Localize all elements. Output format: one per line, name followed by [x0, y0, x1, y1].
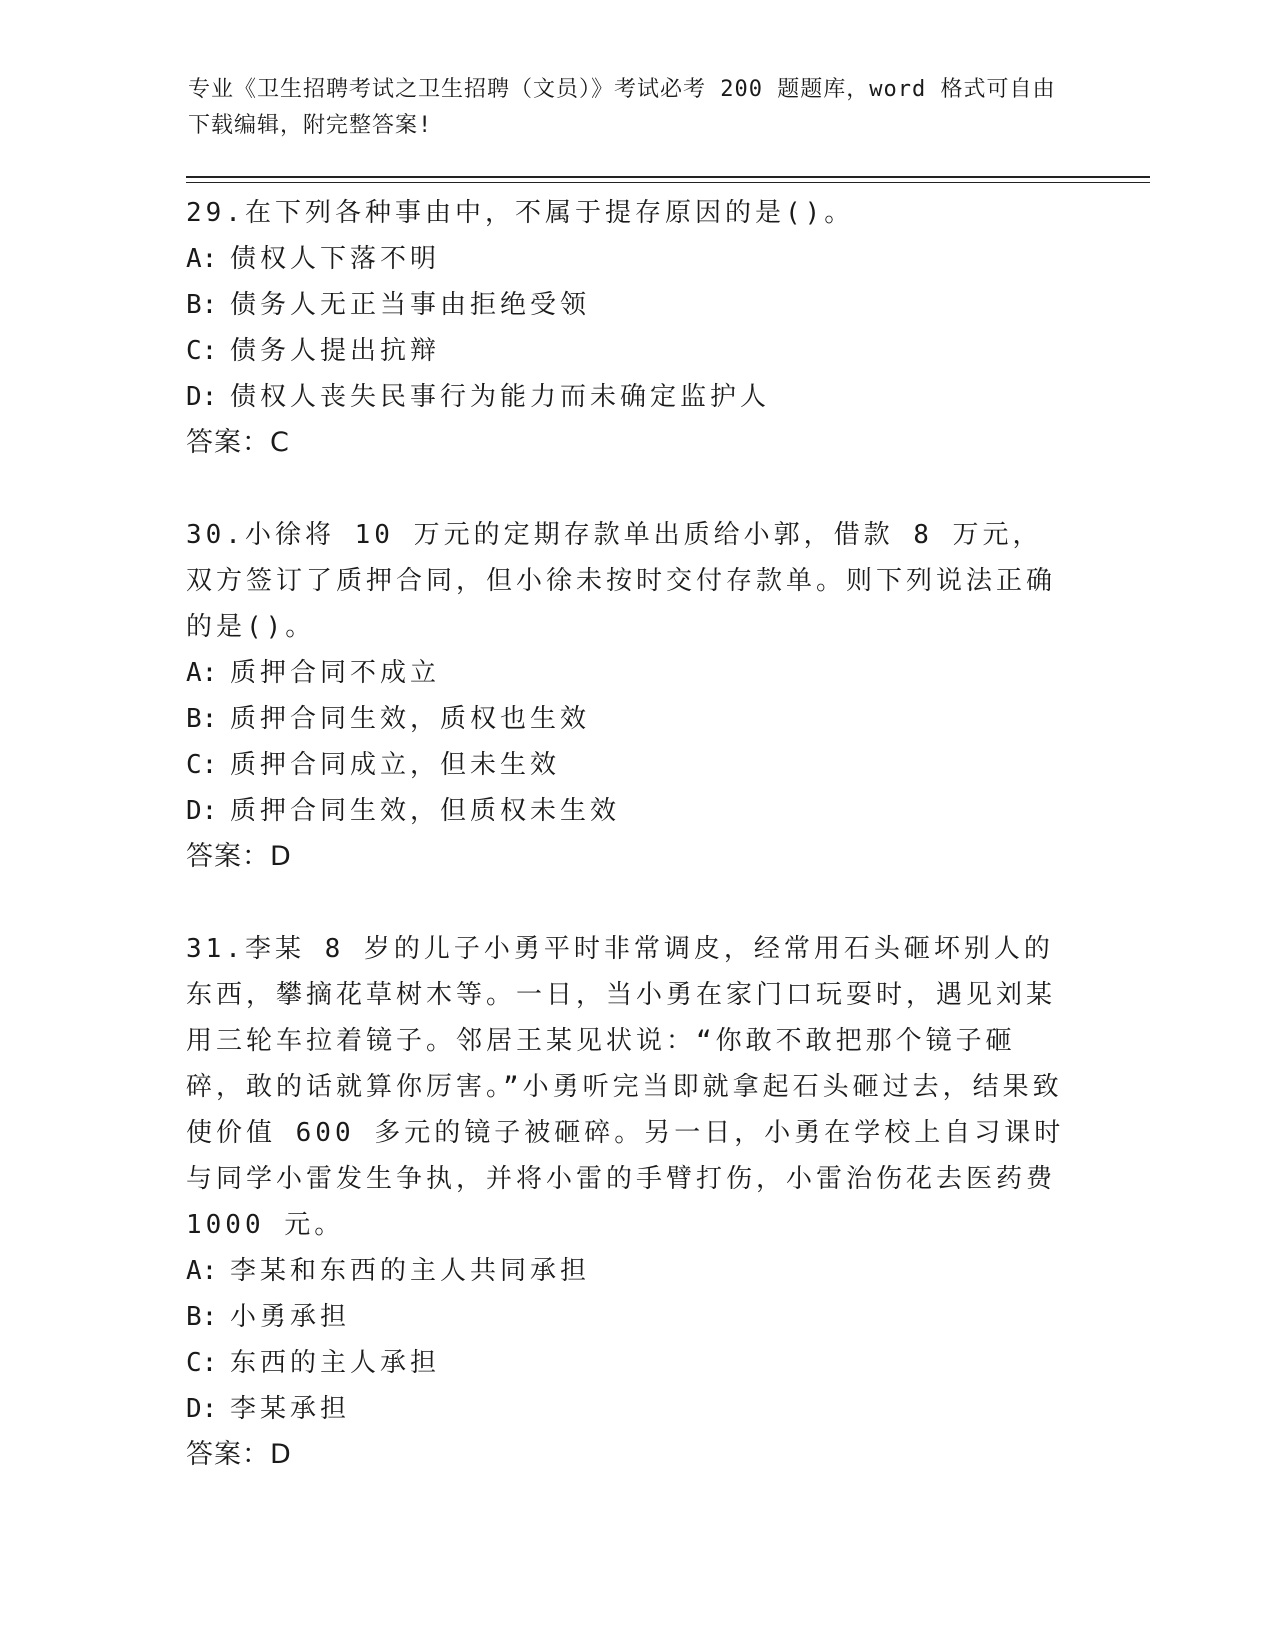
option-key: A:: [186, 244, 218, 274]
option-key: C:: [186, 750, 218, 780]
option-d: [186, 374, 1066, 420]
option-b: [186, 282, 1066, 328]
option-a: [186, 236, 1066, 282]
question-29: [186, 190, 1066, 466]
option-b: [186, 1294, 1066, 1340]
option-text: 质押合同成立，但未生效: [230, 750, 561, 780]
answer-line: 答案：D: [186, 841, 292, 872]
option-c: [186, 328, 1066, 374]
option-list: [186, 650, 1066, 834]
option-list: [186, 1248, 1066, 1432]
option-d: [186, 788, 1066, 834]
option-text: 债务人无正当事由拒绝受领: [230, 290, 591, 320]
option-key: B:: [186, 704, 218, 734]
question-stem: 30.小徐将 10 万元的定期存款单出质给小郭，借款 8 万元，双方签订了质押合同，但小徐未按时交付存款单。则下列说法正确的是()。: [186, 520, 1057, 642]
option-text: 李某承担: [230, 1394, 351, 1424]
answer-line: 答案：D: [186, 1439, 292, 1470]
option-a: [186, 1248, 1066, 1294]
option-text: 债权人丧失民事行为能力而未确定监护人: [230, 382, 771, 412]
question-stem: 31.李某 8 岁的儿子小勇平时非常调皮，经常用石头砸坏别人的东西，攀摘花草树木等。一日，当小勇在家门口玩耍时，遇见刘某用三轮车拉着镜子。邻居王某见状说：“你敢不敢把那个镜子砸碎，敢的话就算你厉害。”小勇听完当即就拿起石头砸过去，结果致使价值 600 多元的镜子被砸碎。另一日，小勇在学校上自习课时与同学小雷发生争执，并将小雷的手臂打伤，小雷治伤花去医药费 1000 元。: [186, 934, 1065, 1240]
option-text: 质押合同生效，但质权未生效: [230, 796, 621, 826]
option-c: [186, 1340, 1066, 1386]
option-text: 债权人下落不明: [230, 244, 441, 274]
option-key: C:: [186, 1348, 218, 1378]
document-header: 专业《卫生招聘考试之卫生招聘（文员）》考试必考 200 题题库，word 格式可自由下载编辑，附完整答案!: [188, 77, 1056, 138]
option-text: 李某和东西的主人共同承担: [230, 1256, 591, 1286]
option-key: C:: [186, 336, 218, 366]
option-text: 质押合同生效，质权也生效: [230, 704, 591, 734]
question-31: [186, 926, 1066, 1478]
option-key: A:: [186, 658, 218, 688]
option-b: [186, 696, 1066, 742]
option-key: D:: [186, 382, 218, 412]
option-c: [186, 742, 1066, 788]
option-text: 质押合同不成立: [230, 658, 441, 688]
option-key: B:: [186, 290, 218, 320]
option-d: [186, 1386, 1066, 1432]
option-list: [186, 236, 1066, 420]
option-key: B:: [186, 1302, 218, 1332]
option-key: A:: [186, 1256, 218, 1286]
question-list: [186, 190, 1066, 1524]
option-a: [186, 650, 1066, 696]
header-divider-thin: [186, 182, 1150, 183]
option-text: 东西的主人承担: [230, 1348, 441, 1378]
option-text: 债务人提出抗辩: [230, 336, 441, 366]
option-key: D:: [186, 796, 218, 826]
answer-line: 答案：C: [186, 427, 290, 458]
option-key: D:: [186, 1394, 218, 1424]
option-text: 小勇承担: [230, 1302, 351, 1332]
header-divider-thick: [186, 176, 1150, 178]
question-stem: 29.在下列各种事由中，不属于提存原因的是()。: [186, 198, 855, 228]
question-30: [186, 512, 1066, 880]
